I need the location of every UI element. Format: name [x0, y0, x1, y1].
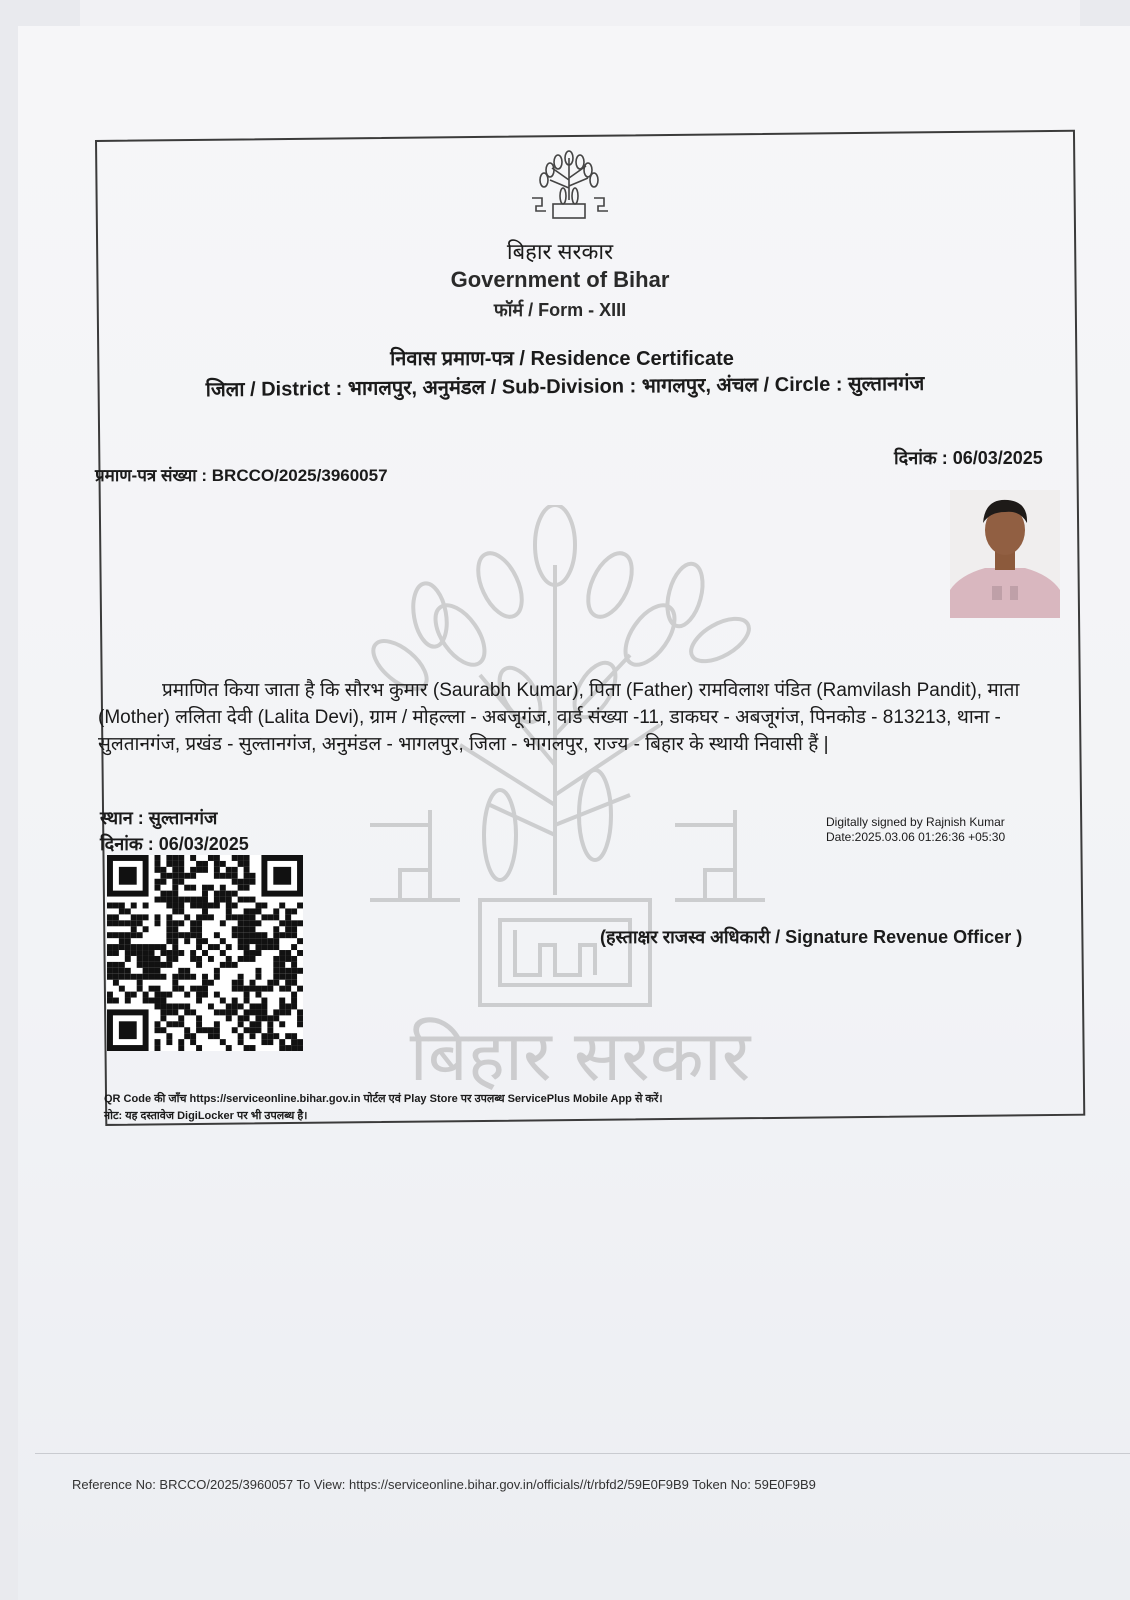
govt-english-title: Government of Bihar [450, 267, 670, 292]
footer-divider [35, 1453, 1130, 1454]
previous-page-edge [80, 0, 1080, 26]
watermark-text: बिहार सरकार [409, 1015, 751, 1095]
date-bottom: दिनांक : 06/03/2025 [100, 834, 249, 854]
digital-signature-line-2: Date:2025.03.06 01:26:36 +05:30 [826, 830, 1006, 844]
qr-code[interactable] [107, 855, 303, 1051]
form-number: फॉर्म / Form - XIII [493, 300, 627, 320]
digilocker-note: नोट: यह दस्तावेज DigiLocker पर भी उपलब्ध है। [104, 1110, 308, 1122]
place: स्थान : सुल्तानगंज [100, 808, 218, 828]
digital-signature-line-1: Digitally signed by Rajnish Kumar [826, 815, 1005, 829]
applicant-photo [950, 490, 1060, 618]
certificate-title: निवास प्रमाण-पत्र / Residence Certificate [390, 348, 734, 370]
certificate-body [98, 677, 1046, 758]
bihar-emblem-icon [528, 150, 610, 230]
signature-label: (हस्ताक्षर राजस्व अधिकारी / Signature Revenue Officer ) [600, 927, 1023, 947]
reference-footer: Reference No: BRCCO/2025/3960057 To View: https://serviceonline.bihar.gov.in/officials//t/rbfd2/59E0F9B9 Token No: 59E0F9B9 [72, 1477, 816, 1492]
body-line-2: (Mother) ललिता देवी (Lalita Devi), ग्राम / मोहल्ला - अबजूगंज, वार्ड संख्या -11, डाकघर - अबजूगंज, पिनकोड - 813213, थाना - [98, 707, 1001, 728]
date-top: दिनांक : 06/03/2025 [894, 448, 1043, 468]
body-line-1: प्रमाणित किया जाता है कि सौरभ कुमार (Saurabh Kumar), पिता (Father) रामविलाश पंडित (Ramvilash Pandit), माता [162, 680, 1020, 701]
qr-verification-note: QR Code की जाँच https://serviceonline.bihar.gov.in पोर्टल एवं Play Store पर उपलब्ध ServicePlus Mobile App से करें। [104, 1093, 663, 1105]
body-line-3: सुलतानगंज, प्रखंड - सुल्तानगंज, अनुमंडल - भागलपुर, जिला - भागलपुर, राज्य - बिहार के स्थायी निवासी हैं | [98, 734, 829, 755]
govt-hindi-title: बिहार सरकार [506, 239, 614, 264]
district-line: जिला / District : भागलपुर, अनुमंडल / Sub-Division : भागलपुर, अंचल / Circle : सुल्तानगंज [205, 372, 925, 402]
certificate-number: प्रमाण-पत्र संख्या : BRCCO/2025/3960057 [95, 466, 388, 485]
